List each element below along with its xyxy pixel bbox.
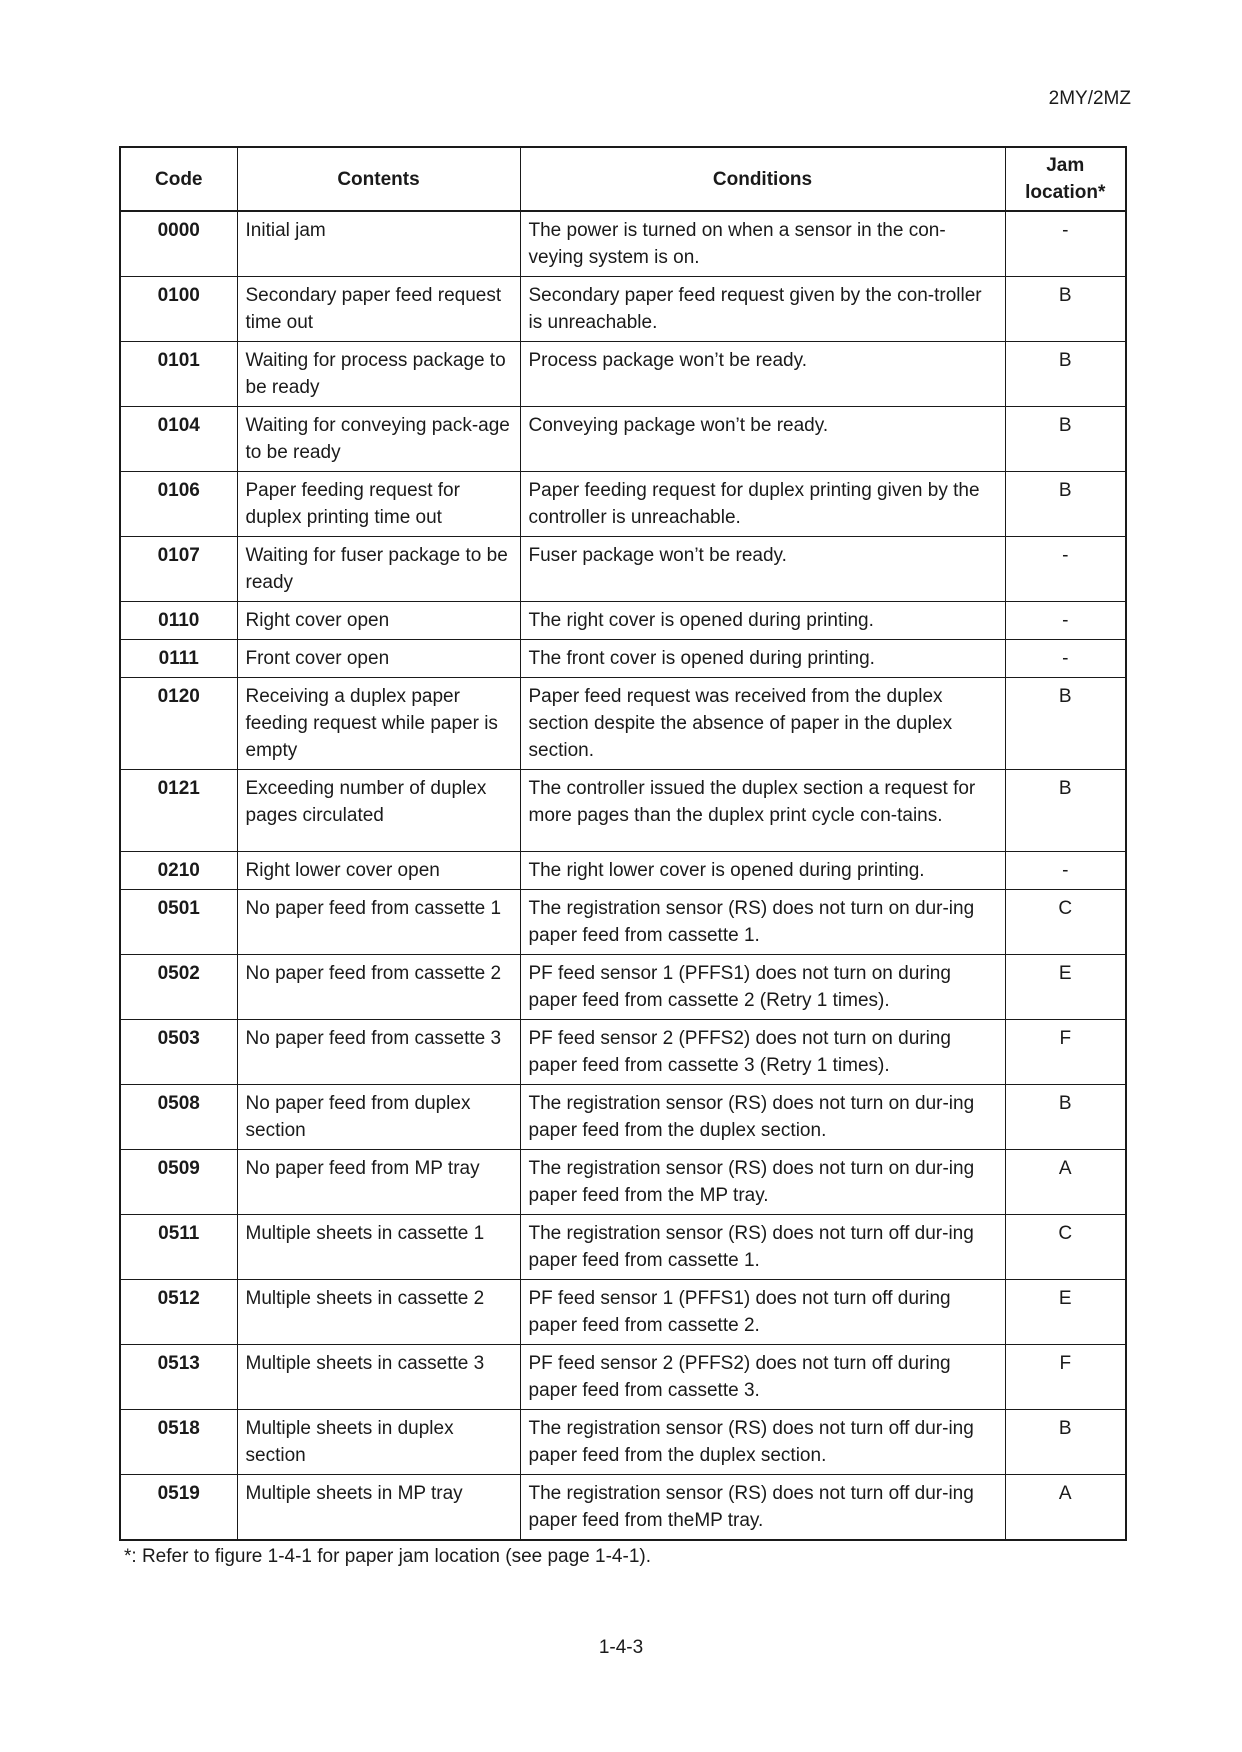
jam-location-cell: A	[1005, 1150, 1126, 1215]
table-row	[120, 277, 1126, 342]
jam-code-cell: 0210	[120, 852, 237, 890]
contents-cell: Front cover open	[237, 640, 520, 678]
jam-code-cell: 0101	[120, 342, 237, 407]
table-row	[120, 1410, 1126, 1475]
jam-code-cell: 0508	[120, 1085, 237, 1150]
jam-location-cell: B	[1005, 1410, 1126, 1475]
jam-code-cell: 0502	[120, 955, 237, 1020]
jam-code-cell: 0501	[120, 890, 237, 955]
column-header-conditions: Conditions	[520, 147, 1005, 211]
conditions-cell: Fuser package won’t be ready.	[520, 537, 1005, 602]
document-model-code: 2MY/2MZ	[1048, 88, 1131, 109]
conditions-cell: The registration sensor (RS) does not turn off dur-ing paper feed from cassette 1.	[520, 1215, 1005, 1280]
jam-location-cell: B	[1005, 277, 1126, 342]
table-row	[120, 640, 1126, 678]
jam-code-cell: 0121	[120, 770, 237, 852]
conditions-cell: Secondary paper feed request given by the con-troller is unreachable.	[520, 277, 1005, 342]
table-row	[120, 770, 1126, 852]
table-row	[120, 955, 1126, 1020]
page-number: 1-4-3	[598, 1637, 644, 1658]
table-row	[120, 1020, 1126, 1085]
jam-location-cell: B	[1005, 678, 1126, 770]
contents-cell: Multiple sheets in cassette 2	[237, 1280, 520, 1345]
table-row	[120, 1215, 1126, 1280]
table-row	[120, 342, 1126, 407]
table-row	[120, 1345, 1126, 1410]
contents-cell: Waiting for conveying pack-age to be ready	[237, 407, 520, 472]
contents-cell: Waiting for fuser package to be ready	[237, 537, 520, 602]
contents-cell: Multiple sheets in cassette 3	[237, 1345, 520, 1410]
contents-cell: Waiting for process package to be ready	[237, 342, 520, 407]
jam-code-cell: 0513	[120, 1345, 237, 1410]
jam-code-cell: 0512	[120, 1280, 237, 1345]
table-row	[120, 211, 1126, 277]
table-row	[120, 537, 1126, 602]
contents-cell: No paper feed from cassette 2	[237, 955, 520, 1020]
table-row	[120, 1085, 1126, 1150]
table-row	[120, 1280, 1126, 1345]
column-header-contents: Contents	[237, 147, 520, 211]
contents-cell: Initial jam	[237, 211, 520, 277]
jam-code-cell: 0519	[120, 1475, 237, 1541]
conditions-cell: The power is turned on when a sensor in the con-veying system is on.	[520, 211, 1005, 277]
contents-cell: No paper feed from cassette 3	[237, 1020, 520, 1085]
jam-location-cell: E	[1005, 1280, 1126, 1345]
conditions-cell: The registration sensor (RS) does not turn on dur-ing paper feed from the MP tray.	[520, 1150, 1005, 1215]
jam-code-cell: 0120	[120, 678, 237, 770]
jam-location-cell: B	[1005, 770, 1126, 852]
conditions-cell: Conveying package won’t be ready.	[520, 407, 1005, 472]
table-row	[120, 890, 1126, 955]
jam-location-cell: F	[1005, 1020, 1126, 1085]
jam-location-cell: B	[1005, 472, 1126, 537]
conditions-cell: PF feed sensor 1 (PFFS1) does not turn off during paper feed from cassette 2.	[520, 1280, 1005, 1345]
contents-cell: No paper feed from cassette 1	[237, 890, 520, 955]
jam-code-cell: 0518	[120, 1410, 237, 1475]
contents-cell: Paper feeding request for duplex printing time out	[237, 472, 520, 537]
jam-location-cell: B	[1005, 342, 1126, 407]
conditions-cell: The registration sensor (RS) does not turn off dur-ing paper feed from the duplex section.	[520, 1410, 1005, 1475]
jam-location-cell: F	[1005, 1345, 1126, 1410]
table-row	[120, 1150, 1126, 1215]
contents-cell: Secondary paper feed request time out	[237, 277, 520, 342]
table-row	[120, 602, 1126, 640]
table-row	[120, 472, 1126, 537]
contents-cell: Right cover open	[237, 602, 520, 640]
contents-cell: No paper feed from MP tray	[237, 1150, 520, 1215]
conditions-cell: Paper feeding request for duplex printing given by the controller is unreachable.	[520, 472, 1005, 537]
conditions-cell: PF feed sensor 2 (PFFS2) does not turn on during paper feed from cassette 3 (Retry 1 times).	[520, 1020, 1005, 1085]
table-row	[120, 852, 1126, 890]
column-header-jam-location: Jam location*	[1005, 147, 1126, 211]
contents-cell: Receiving a duplex paper feeding request while paper is empty	[237, 678, 520, 770]
conditions-cell: The registration sensor (RS) does not turn off dur-ing paper feed from theMP tray.	[520, 1475, 1005, 1541]
contents-cell: Multiple sheets in cassette 1	[237, 1215, 520, 1280]
jam-code-cell: 0110	[120, 602, 237, 640]
jam-code-cell: 0111	[120, 640, 237, 678]
conditions-cell: PF feed sensor 1 (PFFS1) does not turn on during paper feed from cassette 2 (Retry 1 times).	[520, 955, 1005, 1020]
jam-location-cell: -	[1005, 537, 1126, 602]
jam-code-cell: 0100	[120, 277, 237, 342]
jam-code-cell: 0509	[120, 1150, 237, 1215]
jam-location-cell: C	[1005, 1215, 1126, 1280]
jam-code-table	[119, 146, 1127, 1541]
contents-cell: Multiple sheets in MP tray	[237, 1475, 520, 1541]
table-row	[120, 1475, 1126, 1541]
jam-location-cell: B	[1005, 1085, 1126, 1150]
jam-code-cell: 0000	[120, 211, 237, 277]
column-header-code: Code	[120, 147, 237, 211]
conditions-cell: The registration sensor (RS) does not turn on dur-ing paper feed from cassette 1.	[520, 890, 1005, 955]
conditions-cell: The front cover is opened during printing.	[520, 640, 1005, 678]
contents-cell: No paper feed from duplex section	[237, 1085, 520, 1150]
jam-location-cell: -	[1005, 640, 1126, 678]
jam-code-cell: 0106	[120, 472, 237, 537]
conditions-cell: The right lower cover is opened during printing.	[520, 852, 1005, 890]
table-row	[120, 678, 1126, 770]
table-row	[120, 407, 1126, 472]
table-header-row	[120, 147, 1126, 211]
jam-location-cell: -	[1005, 852, 1126, 890]
contents-cell: Multiple sheets in duplex section	[237, 1410, 520, 1475]
jam-location-cell: B	[1005, 407, 1126, 472]
conditions-cell: Process package won’t be ready.	[520, 342, 1005, 407]
jam-code-cell: 0104	[120, 407, 237, 472]
conditions-cell: PF feed sensor 2 (PFFS2) does not turn off during paper feed from cassette 3.	[520, 1345, 1005, 1410]
contents-cell: Right lower cover open	[237, 852, 520, 890]
conditions-cell: The controller issued the duplex section a request for more pages than the duplex print cycle con-tains.	[520, 770, 1005, 852]
jam-location-cell: E	[1005, 955, 1126, 1020]
jam-location-cell: -	[1005, 211, 1126, 277]
conditions-cell: The registration sensor (RS) does not turn on dur-ing paper feed from the duplex section.	[520, 1085, 1005, 1150]
jam-code-cell: 0503	[120, 1020, 237, 1085]
jam-location-cell: -	[1005, 602, 1126, 640]
conditions-cell: The right cover is opened during printing.	[520, 602, 1005, 640]
jam-location-cell: A	[1005, 1475, 1126, 1541]
contents-cell: Exceeding number of duplex pages circulated	[237, 770, 520, 852]
conditions-cell: Paper feed request was received from the duplex section despite the absence of paper in the duplex section.	[520, 678, 1005, 770]
jam-code-cell: 0107	[120, 537, 237, 602]
jam-location-cell: C	[1005, 890, 1126, 955]
table-footnote: *: Refer to figure 1-4-1 for paper jam location (see page 1-4-1).	[124, 1546, 651, 1567]
jam-code-cell: 0511	[120, 1215, 237, 1280]
